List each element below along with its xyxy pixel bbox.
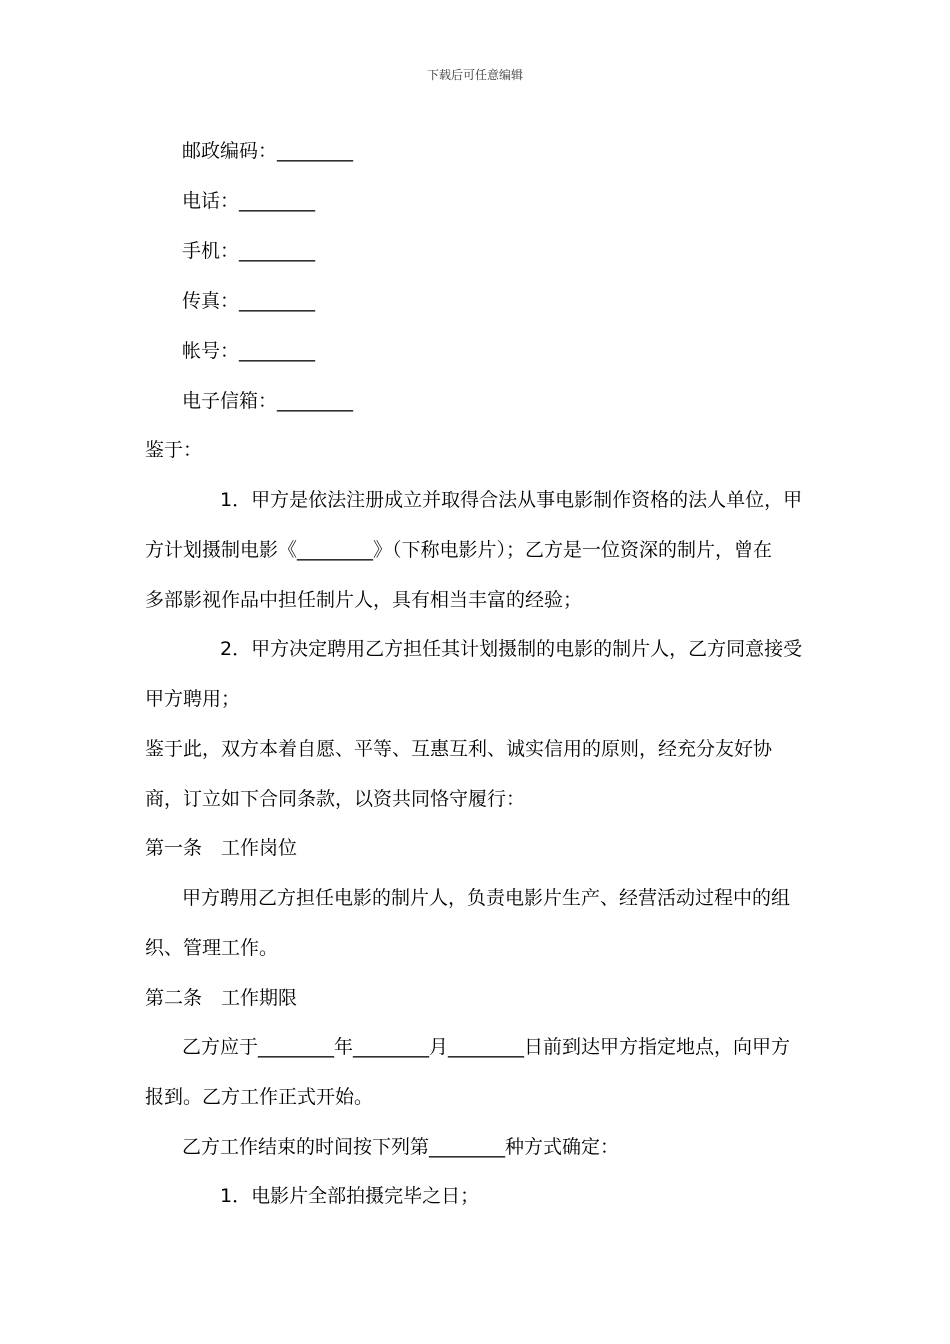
article-1-body-line-2: 织、管理工作。 xyxy=(145,937,279,959)
article-2-end-time-line: 乙方工作结束的时间按下列第________种方式确定： xyxy=(182,1136,620,1158)
recital-1-line-2: 方计划摄制电影《________》（下称电影片）；乙方是一位资深的制片，曾在 xyxy=(145,539,773,561)
article-1-body-line-1: 甲方聘用乙方担任电影的制片人，负责电影片生产、经营活动过程中的组 xyxy=(182,887,791,909)
recital-1-line-1: 1．甲方是依法注册成立并取得合法从事电影制作资格的法人单位，甲 xyxy=(220,489,803,511)
mobile-line: 手机：________ xyxy=(182,240,316,262)
agreement-intro-line-2: 商，订立如下合同条款，以资共同恪守履行： xyxy=(145,788,526,810)
phone-line: 电话：________ xyxy=(182,190,316,212)
end-time-option-1: 1．电影片全部拍摄完毕之日； xyxy=(220,1185,480,1207)
article-2-body-line-1: 乙方应于________年________月________日前到达甲方指定地点，向甲方 xyxy=(182,1036,791,1058)
postal-code-line: 邮政编码：________ xyxy=(182,140,354,162)
fax-line: 传真：________ xyxy=(182,290,316,312)
page-header: 下载后可任意编辑 xyxy=(426,68,523,82)
recital-1-line-3: 多部影视作品中担任制片人，具有相当丰富的经验； xyxy=(145,589,583,611)
recital-2-line-2: 甲方聘用； xyxy=(145,688,241,710)
agreement-intro-line-1: 鉴于此，双方本着自愿、平等、互惠互利、诚实信用的原则，经充分友好协 xyxy=(145,738,773,760)
email-line: 电子信箱：________ xyxy=(182,390,354,412)
article-1-heading: 第一条 工作岗位 xyxy=(145,837,298,859)
article-2-heading: 第二条 工作期限 xyxy=(145,987,298,1009)
recital-2-line-1: 2．甲方决定聘用乙方担任其计划摄制的电影的制片人，乙方同意接受 xyxy=(220,638,803,660)
article-2-body-line-2: 报到。乙方工作正式开始。 xyxy=(145,1086,374,1108)
whereas-heading: 鉴于： xyxy=(145,439,203,461)
account-line: 帐号：________ xyxy=(182,340,316,362)
